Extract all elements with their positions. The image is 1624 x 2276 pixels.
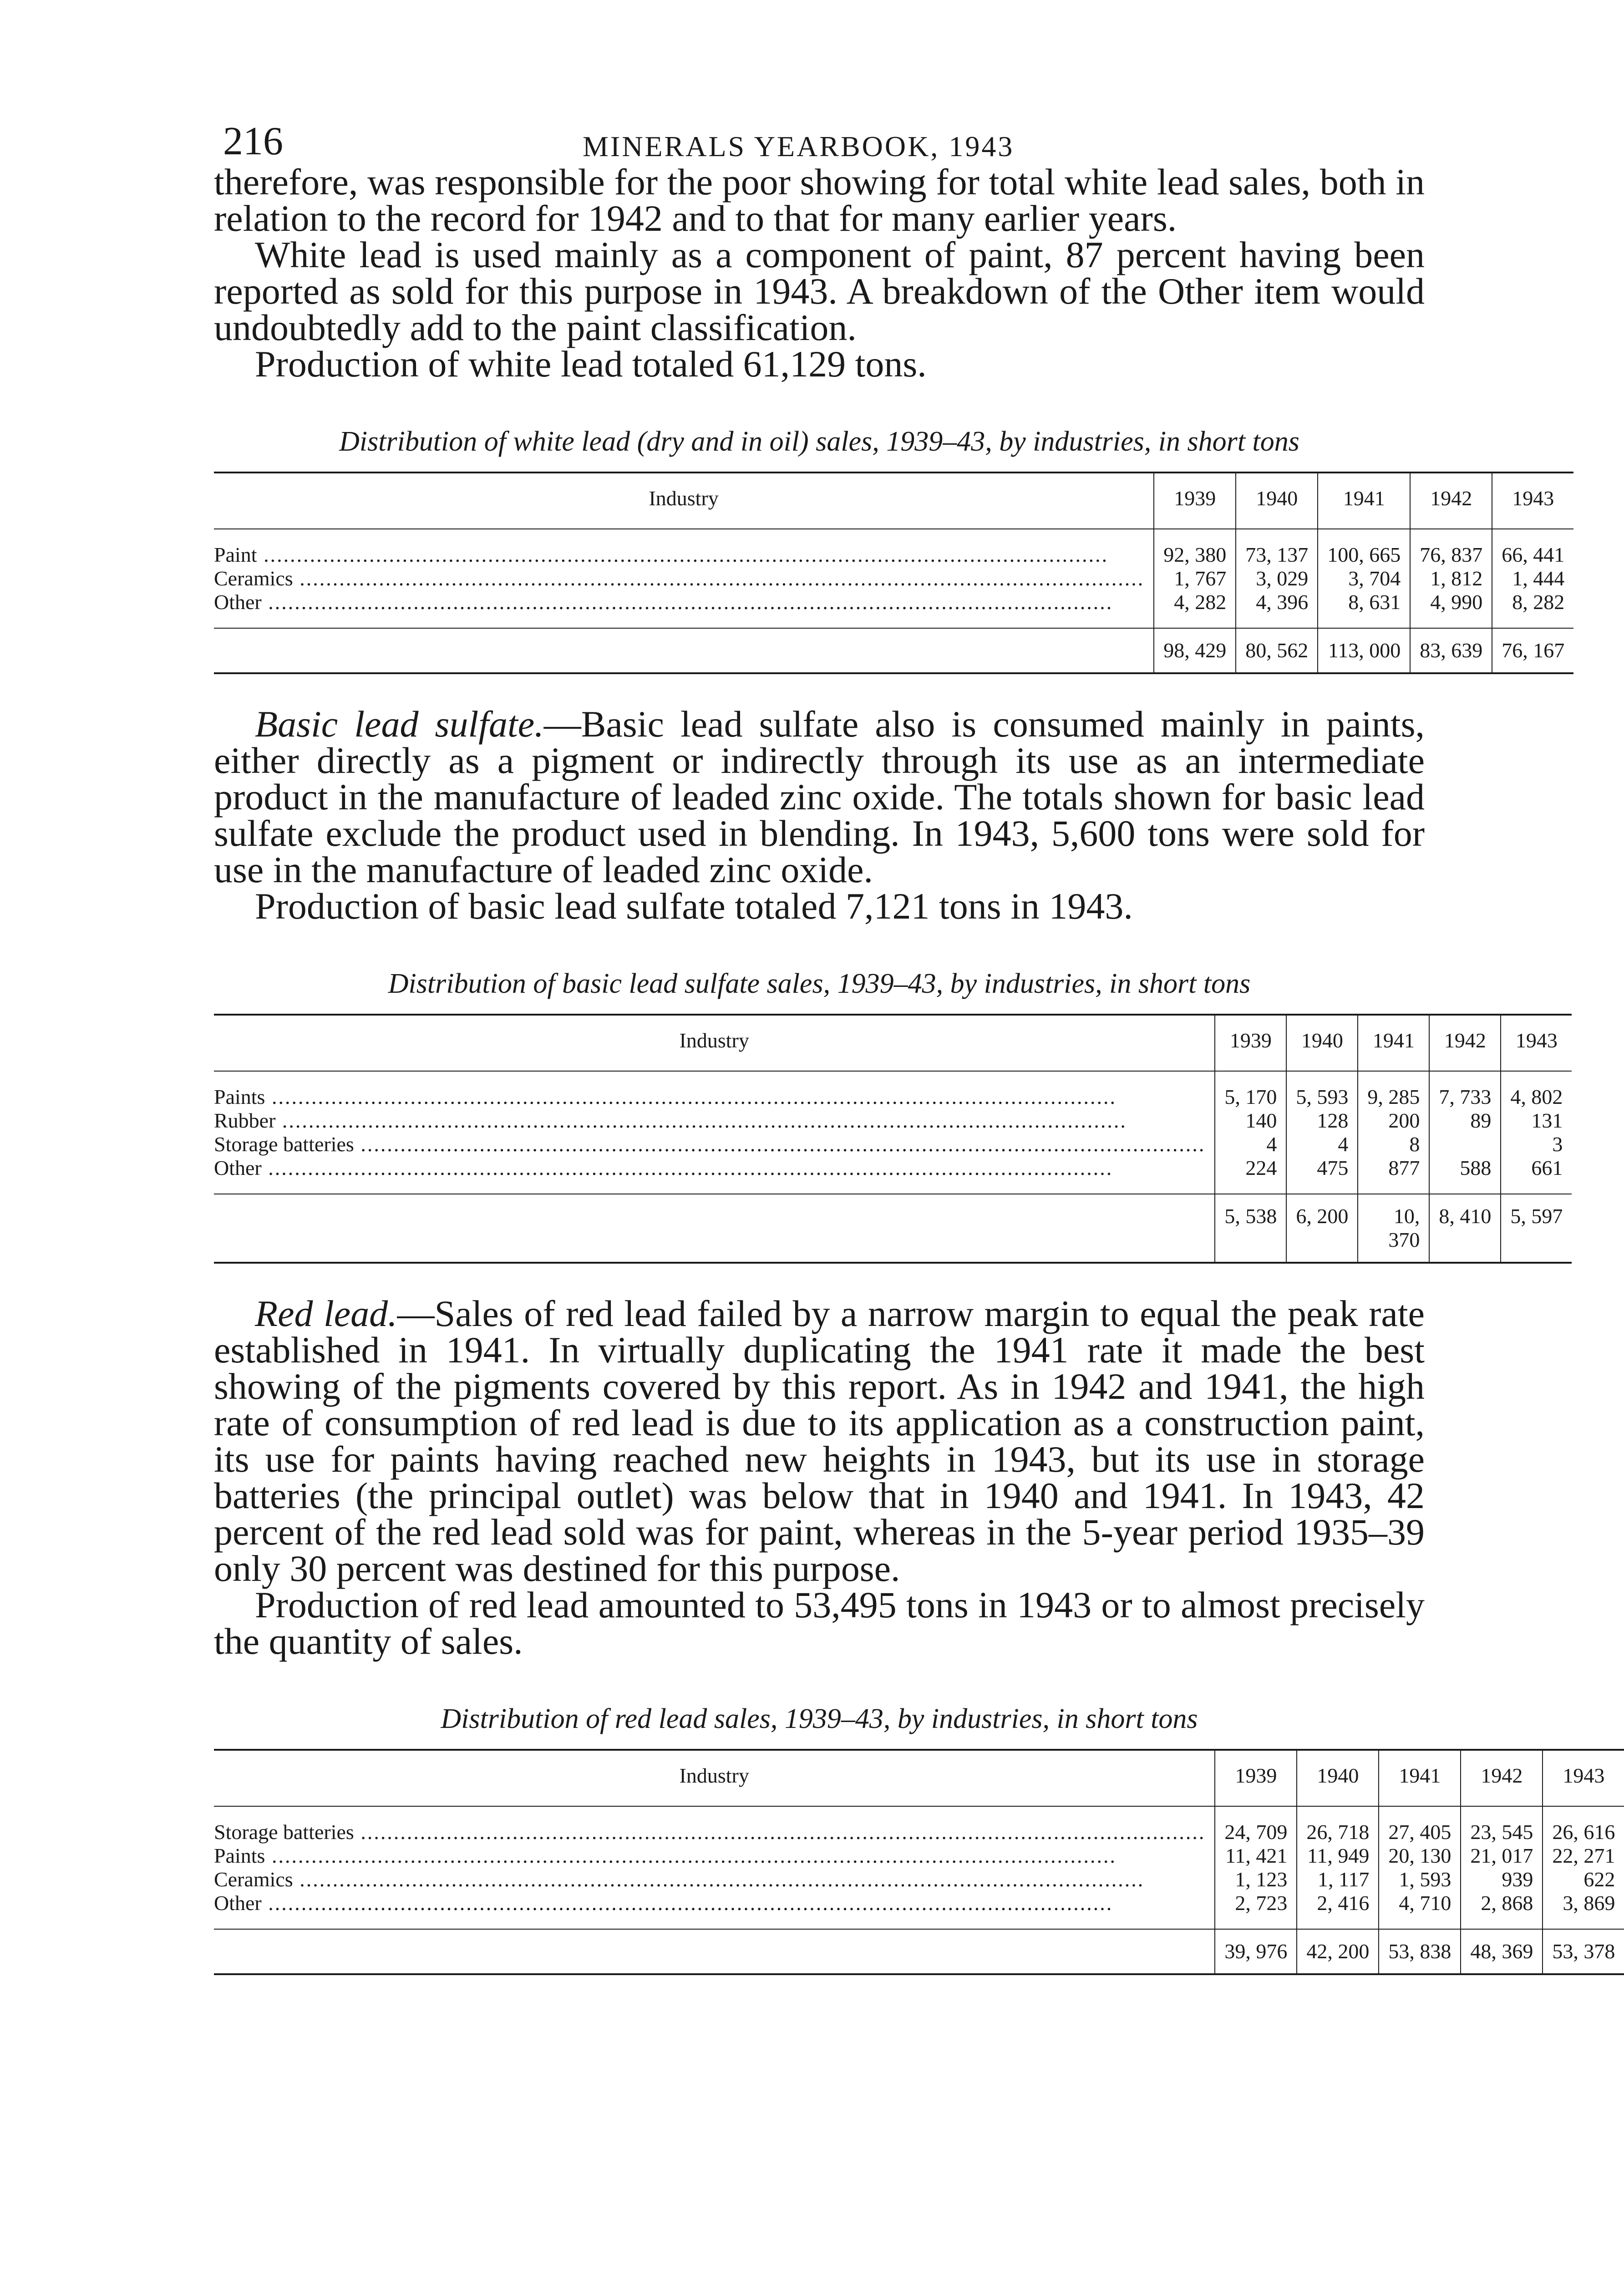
table-body-row xyxy=(214,1806,1624,1929)
total-cell: 98, 429 xyxy=(1154,628,1236,673)
values-cell-1941 xyxy=(1318,529,1410,628)
row-label: Ceramics ..... xyxy=(214,1868,1205,1891)
table-cell: 1, 767 xyxy=(1174,567,1227,590)
table-cell: 2, 723 xyxy=(1235,1891,1288,1915)
intro-paragraph-continued: therefore, was responsible for the poor showing for total white lead sales, both in relation to the record for 1942 and to that for many earlier years. xyxy=(214,161,1425,239)
row-label: Other ..... xyxy=(214,1156,1205,1180)
column-header-1941: 1941 xyxy=(1318,472,1410,529)
industry-labels-cell xyxy=(214,1806,1215,1929)
table-cell: 100, 665 xyxy=(1327,543,1401,566)
row-label: Storage batteries ..... xyxy=(214,1133,1205,1156)
column-header-1939: 1939 xyxy=(1154,472,1236,529)
table-cell: 661 xyxy=(1531,1156,1563,1179)
table-cell: 11, 421 xyxy=(1225,1844,1288,1867)
basic-lead-sulfate-table xyxy=(214,1014,1572,1264)
row-label: Paints ..... xyxy=(214,1844,1205,1868)
page-header xyxy=(214,105,1425,164)
table-cell: 21, 017 xyxy=(1470,1844,1533,1867)
table-total-row xyxy=(214,1929,1624,1974)
document-page xyxy=(214,105,1615,1975)
table-cell: 131 xyxy=(1531,1109,1563,1132)
column-header-1942: 1942 xyxy=(1461,1750,1543,1806)
values-cell-1940 xyxy=(1286,1071,1358,1194)
table-cell: 4, 990 xyxy=(1430,590,1483,614)
table-cell: 76, 837 xyxy=(1420,543,1483,566)
total-label-cell xyxy=(214,1929,1215,1974)
basic-lead-sulfate-production-paragraph: Production of basic lead sulfate totaled 7,121 tons in 1943. xyxy=(255,885,1133,927)
column-header-1940: 1940 xyxy=(1297,1750,1379,1806)
values-cell-1939 xyxy=(1215,1806,1297,1929)
column-header-1943: 1943 xyxy=(1543,1750,1624,1806)
column-header-1942: 1942 xyxy=(1429,1015,1501,1071)
red-lead-heading: Red lead. xyxy=(255,1293,397,1334)
values-cell-1942 xyxy=(1410,529,1492,628)
table-cell: 939 xyxy=(1502,1868,1533,1891)
column-header-1943: 1943 xyxy=(1492,472,1573,529)
values-cell-1942 xyxy=(1429,1071,1501,1194)
table-body-row xyxy=(214,1071,1572,1194)
table-cell: 26, 718 xyxy=(1306,1820,1370,1844)
table-cell: 1, 812 xyxy=(1430,567,1483,590)
white-lead-table-caption: Distribution of white lead (dry and in oil) sales, 1939–43, by industries, in short tons xyxy=(339,426,1299,457)
total-cell: 42, 200 xyxy=(1297,1929,1379,1974)
table-cell: 73, 137 xyxy=(1245,543,1309,566)
values-cell-1943 xyxy=(1543,1806,1624,1929)
basic-lead-sulfate-paragraph xyxy=(214,703,1425,890)
table-cell: 4, 710 xyxy=(1399,1891,1451,1915)
total-cell: 8, 410 xyxy=(1429,1194,1501,1263)
total-cell: 80, 562 xyxy=(1236,628,1318,673)
table-cell: 24, 709 xyxy=(1224,1820,1288,1844)
total-cell: 83, 639 xyxy=(1410,628,1492,673)
column-header-industry: Industry xyxy=(214,1750,1215,1806)
industry-labels-cell xyxy=(214,529,1154,628)
row-label: Other ..... xyxy=(214,590,1144,614)
table-cell: 7, 733 xyxy=(1439,1085,1492,1108)
table-cell: 4, 396 xyxy=(1256,590,1309,614)
table-cell: 5, 170 xyxy=(1224,1085,1277,1108)
red-lead-text: —Sales of red lead failed by a narrow margin to equal the peak rate established in 1941. In virtually duplicating the 1941 rate it made the best showing of the pigments covered by this report. As in 1942 and 1941, the high rate of consumption of red lead is due to its application as a construction paint, its use for paints having reached new heights in 1943, but its use in storage batteries (the principal outlet) was below that in 1940 and 1941. In 1943, 42 percent of the red lead sold was for paint, whereas in the 5-year period 1935–39 only 30 percent was destined for this purpose. xyxy=(214,1293,1425,1589)
column-header-1940: 1940 xyxy=(1236,472,1318,529)
total-cell: 48, 369 xyxy=(1461,1929,1543,1974)
row-label: Ceramics ..... xyxy=(214,567,1144,590)
total-cell: 39, 976 xyxy=(1215,1929,1297,1974)
column-header-1939: 1939 xyxy=(1215,1015,1286,1071)
total-label-cell xyxy=(214,628,1154,673)
table-cell xyxy=(1439,1133,1491,1156)
basic-lead-sulfate-heading: Basic lead sulfate. xyxy=(255,703,544,745)
column-header-1941: 1941 xyxy=(1379,1750,1461,1806)
table-cell: 588 xyxy=(1460,1156,1492,1179)
intro-paragraph-white-lead-use: White lead is used mainly as a component of paint, 87 percent having been reported as sold for this purpose in 1943. A breakdown of the Other item would undoubtedly add to the paint classification. xyxy=(214,234,1425,348)
table-cell: 89 xyxy=(1470,1109,1492,1132)
row-label: Other ..... xyxy=(214,1891,1205,1915)
table-total-row xyxy=(214,1194,1572,1263)
basic-lead-sulfate-table-caption: Distribution of basic lead sulfate sales, 1939–43, by industries, in short tons xyxy=(388,968,1251,999)
table-cell: 4 xyxy=(1338,1133,1349,1156)
table-cell: 26, 616 xyxy=(1552,1820,1615,1844)
values-cell-1939 xyxy=(1215,1071,1286,1194)
table-cell: 140 xyxy=(1245,1109,1277,1132)
total-cell: 5, 538 xyxy=(1215,1194,1286,1263)
column-header-industry: Industry xyxy=(214,472,1154,529)
table-cell: 92, 380 xyxy=(1163,543,1227,566)
industry-labels-cell xyxy=(214,1071,1215,1194)
column-header-1941: 1941 xyxy=(1358,1015,1429,1071)
red-lead-table xyxy=(214,1749,1624,1975)
table-cell: 3, 869 xyxy=(1563,1891,1615,1915)
table-cell: 224 xyxy=(1245,1156,1277,1179)
values-cell-1943 xyxy=(1492,529,1573,628)
table-cell: 622 xyxy=(1583,1868,1615,1891)
column-header-1939: 1939 xyxy=(1215,1750,1297,1806)
table-cell: 9, 285 xyxy=(1367,1085,1420,1108)
table-cell: 4, 282 xyxy=(1174,590,1227,614)
running-title: MINERALS YEARBOOK, 1943 xyxy=(583,130,1015,163)
values-cell-1939 xyxy=(1154,529,1236,628)
table-cell: 11, 949 xyxy=(1307,1844,1370,1867)
intro-paragraph-white-lead-production: Production of white lead totaled 61,129 tons. xyxy=(255,343,927,385)
table-cell: 23, 545 xyxy=(1470,1820,1533,1844)
red-lead-production-paragraph: Production of red lead amounted to 53,495 tons in 1943 or to almost precisely the quantity of sales. xyxy=(214,1584,1425,1662)
total-cell: 76, 167 xyxy=(1492,628,1573,673)
values-cell-1943 xyxy=(1501,1071,1572,1194)
table-cell: 2, 868 xyxy=(1481,1891,1533,1915)
basic-lead-sulfate-text: —Basic lead sulfate also is consumed mainly in paints, either directly as a pigment or indirectly through its use as an intermediate product in the manufacture of leaded zinc oxide. The totals shown for basic lead sulfate exclude the product used in blending. In 1943, 5,600 tons were sold for use in the manufacture of leaded zinc oxide. xyxy=(214,703,1425,890)
table-cell: 2, 416 xyxy=(1317,1891,1370,1915)
values-cell-1941 xyxy=(1379,1806,1461,1929)
table-cell: 475 xyxy=(1317,1156,1349,1179)
table-header-row xyxy=(214,1015,1572,1071)
table-cell: 66, 441 xyxy=(1502,543,1565,566)
total-cell: 6, 200 xyxy=(1286,1194,1358,1263)
values-cell-1940 xyxy=(1297,1806,1379,1929)
table-cell: 1, 593 xyxy=(1399,1868,1451,1891)
table-cell: 1, 444 xyxy=(1512,567,1565,590)
table-cell: 128 xyxy=(1317,1109,1349,1132)
total-cell: 113, 000 xyxy=(1318,628,1410,673)
total-cell: 10, 370 xyxy=(1358,1194,1429,1263)
row-label: Rubber ..... xyxy=(214,1109,1205,1133)
values-cell-1942 xyxy=(1461,1806,1543,1929)
table-cell: 1, 123 xyxy=(1235,1868,1288,1891)
table-header-row xyxy=(214,1750,1624,1806)
table-total-row xyxy=(214,628,1573,673)
column-header-1942: 1942 xyxy=(1410,472,1492,529)
table-cell: 8 xyxy=(1409,1133,1420,1156)
red-lead-table-caption: Distribution of red lead sales, 1939–43, by industries, in short tons xyxy=(441,1703,1198,1734)
values-cell-1941 xyxy=(1358,1071,1429,1194)
total-label-cell xyxy=(214,1194,1215,1263)
table-cell: 1, 117 xyxy=(1318,1868,1370,1891)
table-cell: 27, 405 xyxy=(1388,1820,1451,1844)
table-cell: 4, 802 xyxy=(1510,1085,1563,1108)
page-number: 216 xyxy=(223,119,283,163)
red-lead-paragraph xyxy=(214,1295,1425,1587)
column-header-1943: 1943 xyxy=(1501,1015,1572,1071)
table-cell: 3 xyxy=(1552,1133,1563,1156)
table-cell: 877 xyxy=(1388,1156,1420,1179)
total-cell: 5, 597 xyxy=(1501,1194,1572,1263)
table-cell: 200 xyxy=(1388,1109,1420,1132)
table-header-row xyxy=(214,472,1573,529)
table-body-row xyxy=(214,529,1573,628)
table-cell: 4 xyxy=(1266,1133,1277,1156)
column-header-1940: 1940 xyxy=(1286,1015,1358,1071)
table-cell: 3, 704 xyxy=(1348,567,1401,590)
table-cell: 8, 282 xyxy=(1512,590,1565,614)
row-label: Storage batteries ..... xyxy=(214,1820,1205,1844)
row-label: Paint ..... xyxy=(214,543,1144,567)
row-label: Paints ..... xyxy=(214,1085,1205,1109)
values-cell-1940 xyxy=(1236,529,1318,628)
table-cell: 8, 631 xyxy=(1348,590,1401,614)
column-header-industry: Industry xyxy=(214,1015,1215,1071)
table-cell: 5, 593 xyxy=(1296,1085,1349,1108)
white-lead-table xyxy=(214,472,1573,674)
table-cell: 22, 271 xyxy=(1552,1844,1615,1867)
total-cell: 53, 838 xyxy=(1379,1929,1461,1974)
table-cell: 20, 130 xyxy=(1388,1844,1451,1867)
table-cell: 3, 029 xyxy=(1256,567,1309,590)
total-cell: 53, 378 xyxy=(1543,1929,1624,1974)
